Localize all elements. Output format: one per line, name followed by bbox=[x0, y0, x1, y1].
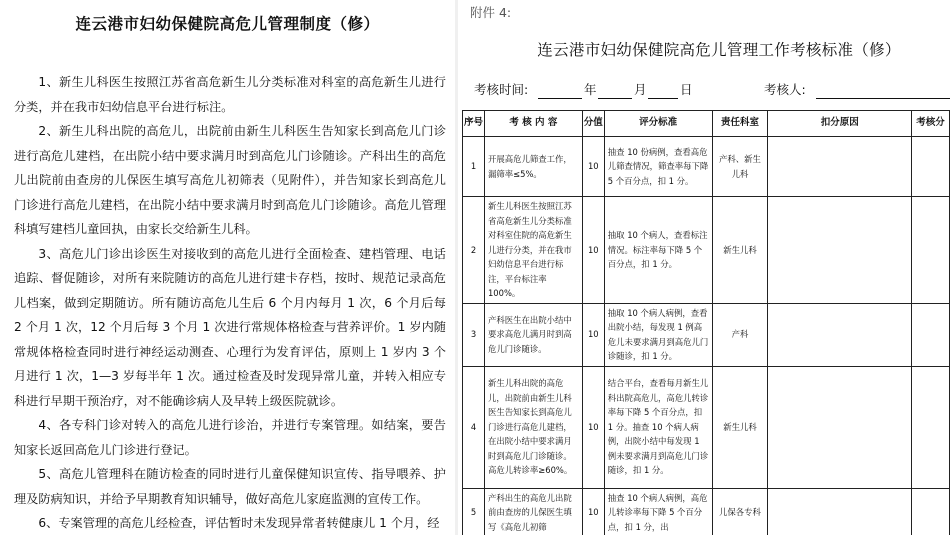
table-row bbox=[463, 366, 950, 488]
right-document bbox=[458, 0, 950, 535]
row-result-cell[interactable] bbox=[912, 197, 950, 304]
row-no: 3 bbox=[463, 303, 485, 366]
row-standard: 抽查 10 个病人病例，高危儿转诊率每下降 5 个百分点，扣 1 分，出 bbox=[604, 488, 712, 535]
rule-paragraph-4: 4、各专科门诊对转入的高危儿进行诊治，并进行专案管理。如结案，要告知家长返回高危儿门诊进行登记。 bbox=[14, 418, 446, 457]
row-content: 开展高危儿筛查工作，漏筛率≤5%。 bbox=[484, 137, 582, 197]
year-label: 年 bbox=[584, 82, 597, 97]
row-content: 新生儿科医生按照江苏省高危新生儿分类标准对科室住院的高危新生儿进行分类，并在我市妇幼信息平台进行标注，平台标注率 100%。 bbox=[484, 197, 582, 304]
row-standard: 抽取 10 个病人病例，查看出院小结，每发现 1 例高危儿未要求满月到高危儿门诊随诊，扣 1 分。 bbox=[604, 303, 712, 366]
left-document-body bbox=[14, 70, 446, 535]
header-content: 考 核 内 容 bbox=[484, 111, 582, 137]
assessment-meta-line bbox=[474, 80, 950, 102]
assessment-table bbox=[462, 110, 950, 535]
row-score: 10 bbox=[582, 137, 604, 197]
rule-paragraph-2: 2、新生儿科出院的高危儿，出院前由新生儿科医生告知家长到高危儿门诊进行高危儿建档，在出院小结中要求满月时到高危儿门诊随诊。产科出生的高危儿出院前由查房的儿保医生填写高危儿初筛表（见附件），并告知家长到高危儿门诊进行高危儿建档，在出院小结中要求满月时到高危儿门诊随诊。高危儿管理科填写建档儿童回执，由家长交给新生儿科。 bbox=[14, 124, 446, 236]
row-standard: 结合平台，查看每月新生儿科出院高危儿，高危儿转诊率每下降 5 个百分点，扣 1 分。抽查 10 个病人病例，出院小结中每发现 1 例未要求满月到高危儿门诊随诊，扣 1 分。 bbox=[604, 366, 712, 488]
right-document-title: 连云港市妇幼保健院高危儿管理工作考核标准（修） bbox=[537, 41, 901, 59]
month-blank bbox=[598, 98, 632, 99]
table-header-row bbox=[463, 111, 950, 137]
row-dept: 产科、新生儿科 bbox=[712, 137, 768, 197]
row-standard: 抽取 10 个病人，查看标注情况。标注率每下降 5 个百分点，扣 1 分。 bbox=[604, 197, 712, 304]
row-no: 1 bbox=[463, 137, 485, 197]
row-result-cell[interactable] bbox=[912, 366, 950, 488]
table-row bbox=[463, 197, 950, 304]
row-content: 产科医生在出院小结中要求高危儿满月时到高危儿门诊随诊。 bbox=[484, 303, 582, 366]
month-label: 月 bbox=[634, 82, 647, 97]
day-blank bbox=[648, 98, 678, 99]
header-score: 分值 bbox=[582, 111, 604, 137]
row-content: 产科出生的高危儿出院前由查房的儿保医生填写《高危儿初筛 bbox=[484, 488, 582, 535]
header-dept: 责任科室 bbox=[712, 111, 768, 137]
assessor-blank bbox=[816, 98, 950, 99]
row-result-cell[interactable] bbox=[912, 488, 950, 535]
header-no: 序号 bbox=[463, 111, 485, 137]
row-dept: 新生儿科 bbox=[712, 366, 768, 488]
row-no: 5 bbox=[463, 488, 485, 535]
row-content: 新生儿科出院的高危儿，出院前由新生儿科医生告知家长到高危儿门诊进行高危儿建档，在出院小结中要求满月时到高危儿门诊随诊。高危儿转诊率≥60%。 bbox=[484, 366, 582, 488]
row-deduction-cell[interactable] bbox=[768, 488, 912, 535]
header-standard: 评分标准 bbox=[604, 111, 712, 137]
left-document bbox=[0, 0, 455, 535]
row-no: 4 bbox=[463, 366, 485, 488]
rule-paragraph-6: 6、专案管理的高危儿经检查，评估暂时未发现异常者转健康儿 1 个月，经 bbox=[38, 516, 440, 530]
table-row bbox=[463, 488, 950, 535]
row-deduction-cell[interactable] bbox=[768, 366, 912, 488]
row-standard: 抽查 10 份病例，查看高危儿筛查情况，筛查率每下降 5 个百分点，扣 1 分。 bbox=[604, 137, 712, 197]
row-dept: 产科 bbox=[712, 303, 768, 366]
row-no: 2 bbox=[463, 197, 485, 304]
row-dept: 新生儿科 bbox=[712, 197, 768, 304]
assessment-time-label: 考核时间: bbox=[474, 82, 529, 97]
header-result: 考核分 bbox=[912, 111, 950, 137]
row-dept: 儿保各专科 bbox=[712, 488, 768, 535]
row-score: 10 bbox=[582, 488, 604, 535]
row-score: 10 bbox=[582, 303, 604, 366]
appendix-label: 附件 4: bbox=[470, 5, 512, 20]
table-row bbox=[463, 137, 950, 197]
day-label: 日 bbox=[680, 82, 693, 97]
row-deduction-cell[interactable] bbox=[768, 137, 912, 197]
table-row bbox=[463, 303, 950, 366]
header-deduction: 扣分原因 bbox=[768, 111, 912, 137]
row-deduction-cell[interactable] bbox=[768, 197, 912, 304]
row-deduction-cell[interactable] bbox=[768, 303, 912, 366]
row-score: 10 bbox=[582, 197, 604, 304]
rule-paragraph-5: 5、高危儿管理科在随访检查的同时进行儿童保健知识宣传、指导喂养、护理及防病知识，并给予早期教育知识辅导，做好高危儿家庭监测的宣传工作。 bbox=[14, 467, 446, 506]
rule-paragraph-1: 1、新生儿科医生按照江苏省高危新生儿分类标准对科室的高危新生儿进行分类，并在我市妇幼信息平台进行标注。 bbox=[14, 75, 446, 114]
year-blank bbox=[538, 98, 582, 99]
left-document-title: 连云港市妇幼保健院高危儿管理制度（修） bbox=[75, 15, 380, 33]
assessor-label: 考核人: bbox=[764, 82, 806, 97]
rule-paragraph-3: 3、高危儿门诊出诊医生对接收到的高危儿进行全面检查、建档管理、电话追踪、督促随诊，对所有来院随访的高危儿进行建卡存档，按时、规范记录高危儿档案，做到定期随访。所有随访高危儿生后 6 个月内每月 1 次，6 个月后每 2 个月 1 次，12 个月后每 3 个月 1 次进行常规体格检查与营养评价。1 岁内随常规体格检查同时进行神经运动测查、心理行为发育评估，原则上 1 岁内 3 个月进行 1 次，1—3 岁每半年 1 次。通过检查及时发现异常儿童，并转入相应专科进行早期干预治疗，对不能确诊病人及早转上级医院就诊。 bbox=[14, 246, 446, 408]
row-score: 10 bbox=[582, 366, 604, 488]
row-result-cell[interactable] bbox=[912, 137, 950, 197]
row-result-cell[interactable] bbox=[912, 303, 950, 366]
